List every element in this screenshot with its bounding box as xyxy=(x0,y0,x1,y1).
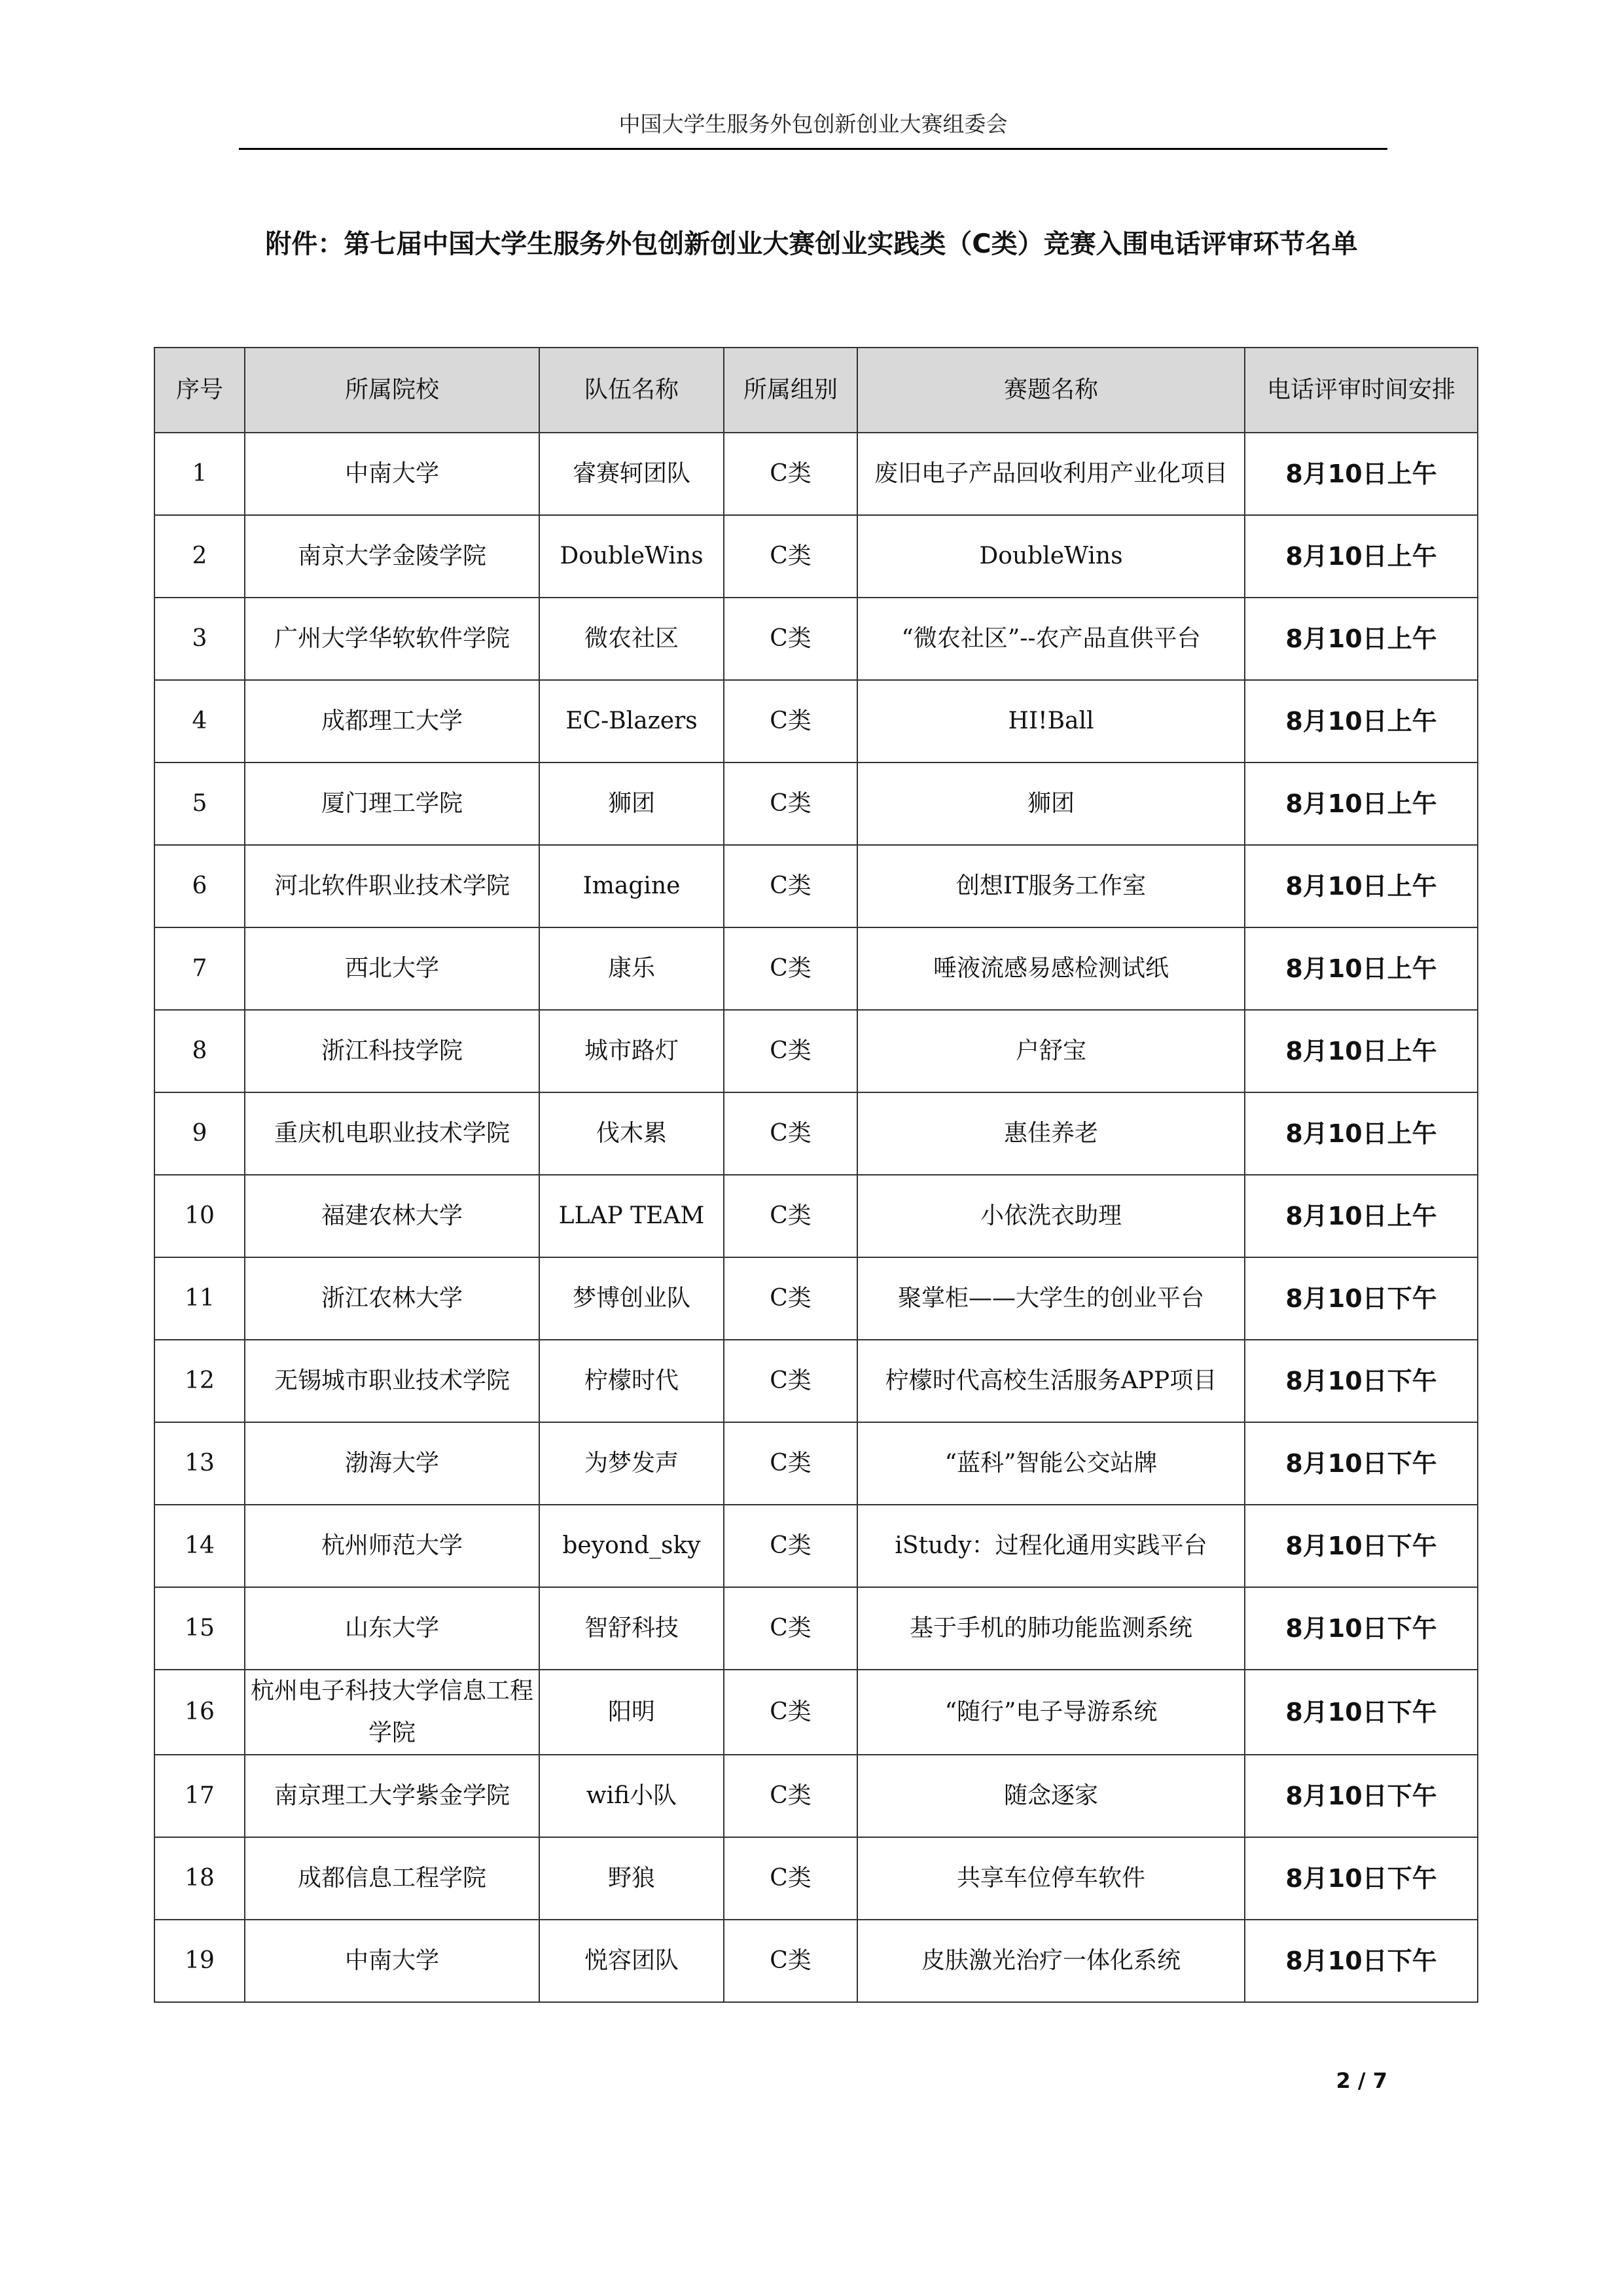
cell-team: 阳明 xyxy=(539,1670,724,1755)
cell-index: 15 xyxy=(154,1587,245,1670)
cell-review-time: 8月10日上午 xyxy=(1245,1092,1478,1175)
cell-topic: 废旧电子产品回收利用产业化项目 xyxy=(857,433,1245,515)
cell-group: C类 xyxy=(724,598,857,680)
cell-school: 南京理工大学紫金学院 xyxy=(245,1755,539,1837)
table-row xyxy=(154,1422,1478,1505)
cell-group: C类 xyxy=(724,1092,857,1175)
cell-review-time: 8月10日上午 xyxy=(1245,598,1478,680)
table-row xyxy=(154,1505,1478,1587)
cell-index: 10 xyxy=(154,1175,245,1257)
cell-team: LLAP TEAM xyxy=(539,1175,724,1257)
cell-review-time: 8月10日下午 xyxy=(1245,1587,1478,1670)
cell-team: 野狼 xyxy=(539,1837,724,1920)
cell-group: C类 xyxy=(724,1587,857,1670)
cell-topic: 唾液流感易感检测试纸 xyxy=(857,927,1245,1010)
cell-index: 7 xyxy=(154,927,245,1010)
cell-index: 12 xyxy=(154,1340,245,1422)
cell-review-time: 8月10日上午 xyxy=(1245,433,1478,515)
table-row xyxy=(154,845,1478,927)
cell-group: C类 xyxy=(724,680,857,762)
cell-team: 狮团 xyxy=(539,762,724,845)
cell-team: 悦容团队 xyxy=(539,1920,724,2002)
cell-school: 中南大学 xyxy=(245,1920,539,2002)
cell-school: 无锡城市职业技术学院 xyxy=(245,1340,539,1422)
cell-group: C类 xyxy=(724,1670,857,1755)
table-row xyxy=(154,1257,1478,1340)
cell-school: 山东大学 xyxy=(245,1587,539,1670)
cell-review-time: 8月10日下午 xyxy=(1245,1837,1478,1920)
column-header-index: 序号 xyxy=(154,348,245,433)
cell-school: 河北软件职业技术学院 xyxy=(245,845,539,927)
cell-topic: 户舒宝 xyxy=(857,1010,1245,1092)
cell-school: 成都信息工程学院 xyxy=(245,1837,539,1920)
cell-review-time: 8月10日下午 xyxy=(1245,1755,1478,1837)
column-header-review-time: 电话评审时间安排 xyxy=(1245,348,1478,433)
page-header: 中国大学生服务外包创新创业大赛组委会 xyxy=(618,111,1008,137)
table-row xyxy=(154,598,1478,680)
cell-team: Imagine xyxy=(539,845,724,927)
cell-team: 智舒科技 xyxy=(539,1587,724,1670)
table-row xyxy=(154,762,1478,845)
document-title: 附件：第七届中国大学生服务外包创新创业大赛创业实践类（C类）竞赛入围电话评审环节名单 xyxy=(265,229,1358,259)
cell-group: C类 xyxy=(724,1920,857,2002)
cell-group: C类 xyxy=(724,1340,857,1422)
cell-team: 康乐 xyxy=(539,927,724,1010)
cell-topic: 柠檬时代高校生活服务APP项目 xyxy=(857,1340,1245,1422)
cell-index: 14 xyxy=(154,1505,245,1587)
table-body xyxy=(154,433,1478,2002)
cell-group: C类 xyxy=(724,1837,857,1920)
cell-team: wifi小队 xyxy=(539,1755,724,1837)
cell-topic: 聚掌柜——大学生的创业平台 xyxy=(857,1257,1245,1340)
cell-school: 南京大学金陵学院 xyxy=(245,515,539,598)
table-row xyxy=(154,515,1478,598)
cell-group: C类 xyxy=(724,1505,857,1587)
cell-group: C类 xyxy=(724,927,857,1010)
cell-group: C类 xyxy=(724,1422,857,1505)
cell-review-time: 8月10日上午 xyxy=(1245,927,1478,1010)
cell-topic: 狮团 xyxy=(857,762,1245,845)
cell-group: C类 xyxy=(724,1175,857,1257)
cell-topic: 创想IT服务工作室 xyxy=(857,845,1245,927)
cell-school: 浙江科技学院 xyxy=(245,1010,539,1092)
table-row xyxy=(154,1755,1478,1837)
cell-review-time: 8月10日上午 xyxy=(1245,515,1478,598)
cell-team: beyond_sky xyxy=(539,1505,724,1587)
cell-review-time: 8月10日下午 xyxy=(1245,1670,1478,1755)
cell-school: 福建农林大学 xyxy=(245,1175,539,1257)
cell-school: 重庆机电职业技术学院 xyxy=(245,1092,539,1175)
cell-topic: “微农社区”--农产品直供平台 xyxy=(857,598,1245,680)
cell-index: 3 xyxy=(154,598,245,680)
cell-review-time: 8月10日下午 xyxy=(1245,1422,1478,1505)
cell-topic: “随行”电子导游系统 xyxy=(857,1670,1245,1755)
table-row xyxy=(154,1175,1478,1257)
cell-group: C类 xyxy=(724,1257,857,1340)
cell-index: 18 xyxy=(154,1837,245,1920)
cell-school: 成都理工大学 xyxy=(245,680,539,762)
cell-index: 19 xyxy=(154,1920,245,2002)
cell-topic: iStudy：过程化通用实践平台 xyxy=(857,1505,1245,1587)
page-number: 2 / 7 xyxy=(1336,2068,1387,2093)
cell-review-time: 8月10日下午 xyxy=(1245,1340,1478,1422)
table-row xyxy=(154,1340,1478,1422)
cell-topic: 共享车位停车软件 xyxy=(857,1837,1245,1920)
cell-index: 16 xyxy=(154,1670,245,1755)
cell-school: 杭州电子科技大学信息工程学院 xyxy=(245,1670,539,1755)
cell-group: C类 xyxy=(724,762,857,845)
cell-school: 渤海大学 xyxy=(245,1422,539,1505)
cell-team: 微农社区 xyxy=(539,598,724,680)
cell-school: 广州大学华软软件学院 xyxy=(245,598,539,680)
table-row xyxy=(154,1587,1478,1670)
cell-team: 伐木累 xyxy=(539,1092,724,1175)
cell-group: C类 xyxy=(724,845,857,927)
cell-review-time: 8月10日上午 xyxy=(1245,1010,1478,1092)
cell-school: 厦门理工学院 xyxy=(245,762,539,845)
cell-index: 9 xyxy=(154,1092,245,1175)
cell-team: DoubleWins xyxy=(539,515,724,598)
cell-topic: “蓝科”智能公交站牌 xyxy=(857,1422,1245,1505)
cell-school: 浙江农林大学 xyxy=(245,1257,539,1340)
cell-team: 为梦发声 xyxy=(539,1422,724,1505)
cell-team: EC-Blazers xyxy=(539,680,724,762)
cell-index: 2 xyxy=(154,515,245,598)
table-row xyxy=(154,1010,1478,1092)
cell-team: 梦博创业队 xyxy=(539,1257,724,1340)
cell-topic: 基于手机的肺功能监测系统 xyxy=(857,1587,1245,1670)
cell-team: 睿赛轲团队 xyxy=(539,433,724,515)
cell-index: 13 xyxy=(154,1422,245,1505)
cell-index: 17 xyxy=(154,1755,245,1837)
table-row xyxy=(154,680,1478,762)
table-row xyxy=(154,1092,1478,1175)
cell-topic: 随念逐家 xyxy=(857,1755,1245,1837)
cell-topic: DoubleWins xyxy=(857,515,1245,598)
cell-review-time: 8月10日上午 xyxy=(1245,1175,1478,1257)
cell-index: 11 xyxy=(154,1257,245,1340)
cell-school: 杭州师范大学 xyxy=(245,1505,539,1587)
table-row xyxy=(154,1837,1478,1920)
cell-team: 城市路灯 xyxy=(539,1010,724,1092)
cell-review-time: 8月10日下午 xyxy=(1245,1257,1478,1340)
cell-index: 5 xyxy=(154,762,245,845)
cell-topic: HI!Ball xyxy=(857,680,1245,762)
cell-group: C类 xyxy=(724,433,857,515)
table-row xyxy=(154,1670,1478,1755)
cell-group: C类 xyxy=(724,1010,857,1092)
cell-school: 西北大学 xyxy=(245,927,539,1010)
column-header-school: 所属院校 xyxy=(245,348,539,433)
cell-topic: 小依洗衣助理 xyxy=(857,1175,1245,1257)
cell-review-time: 8月10日上午 xyxy=(1245,762,1478,845)
cell-review-time: 8月10日上午 xyxy=(1245,680,1478,762)
column-header-team: 队伍名称 xyxy=(539,348,724,433)
column-header-topic: 赛题名称 xyxy=(857,348,1245,433)
table-row xyxy=(154,433,1478,515)
cell-index: 6 xyxy=(154,845,245,927)
table-header-row xyxy=(154,348,1478,433)
cell-review-time: 8月10日下午 xyxy=(1245,1505,1478,1587)
cell-topic: 惠佳养老 xyxy=(857,1092,1245,1175)
header-rule xyxy=(239,148,1387,150)
table-row xyxy=(154,1920,1478,2002)
cell-group: C类 xyxy=(724,515,857,598)
cell-index: 4 xyxy=(154,680,245,762)
cell-group: C类 xyxy=(724,1755,857,1837)
cell-index: 1 xyxy=(154,433,245,515)
cell-team: 柠檬时代 xyxy=(539,1340,724,1422)
column-header-group: 所属组别 xyxy=(724,348,857,433)
table-row xyxy=(154,927,1478,1010)
finalist-table xyxy=(154,347,1478,2003)
cell-topic: 皮肤激光治疗一体化系统 xyxy=(857,1920,1245,2002)
cell-review-time: 8月10日下午 xyxy=(1245,1920,1478,2002)
cell-index: 8 xyxy=(154,1010,245,1092)
cell-review-time: 8月10日上午 xyxy=(1245,845,1478,927)
cell-school: 中南大学 xyxy=(245,433,539,515)
